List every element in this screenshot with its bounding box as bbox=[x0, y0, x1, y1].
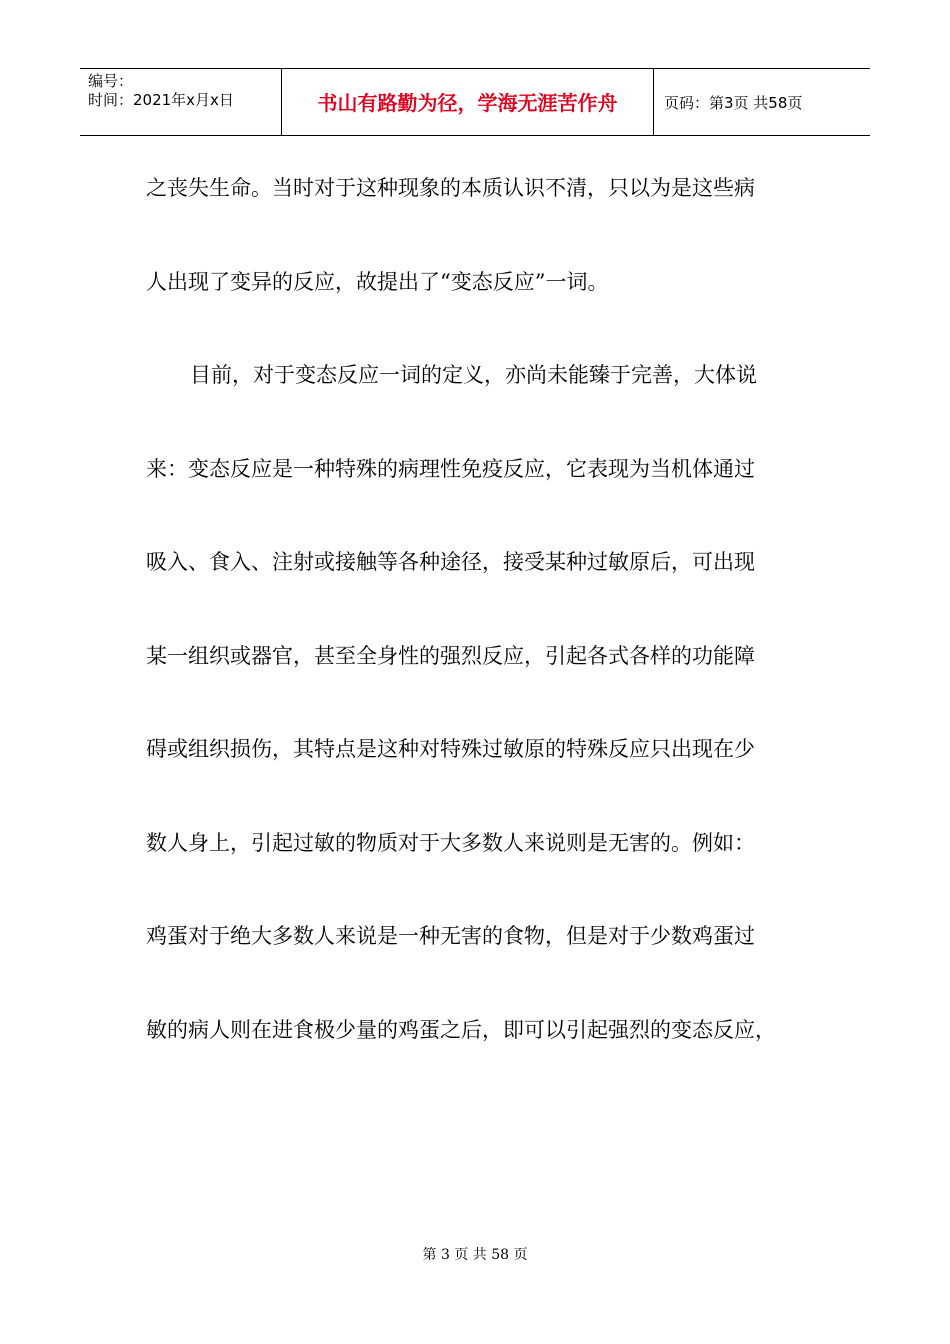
body-line: 之丧失生命。当时对于这种现象的本质认识不清，只以为是这些病 bbox=[146, 176, 755, 200]
header-page-info: 页码：第3页 共58页 bbox=[664, 94, 803, 112]
page-header bbox=[80, 68, 870, 136]
document-body bbox=[146, 160, 806, 1095]
body-line: 数人身上，引起过敏的物质对于大多数人来说则是无害的。例如： bbox=[146, 830, 755, 855]
body-line: 碍或组织损伤，其特点是这种对特殊过敏原的特殊反应只出现在少 bbox=[146, 737, 755, 761]
document-date-label: 时间：2021年x月x日 bbox=[88, 91, 234, 109]
body-line: 来：变态反应是一种特殊的病理性免疫反应，它表现为当机体通过 bbox=[146, 456, 755, 481]
header-motto: 书山有路勤为径，学海无涯苦作舟 bbox=[282, 69, 654, 135]
document-number-label: 编号： bbox=[88, 72, 134, 90]
body-line: 人出现了变异的反应，故提出了“变态反应”一词。 bbox=[146, 269, 609, 294]
body-line: 鸡蛋对于绝大多数人来说是一种无害的食物，但是对于少数鸡蛋过 bbox=[146, 924, 755, 948]
body-line: 敏的病人则在进食极少量的鸡蛋之后，即可以引起强烈的变态反应， bbox=[146, 1017, 776, 1042]
page-footer: 第 3 页 共 58 页 bbox=[422, 1247, 528, 1263]
body-line: 某一组织或器官，甚至全身性的强烈反应，引起各式各样的功能障 bbox=[146, 643, 755, 668]
header-meta-cell bbox=[80, 69, 282, 135]
body-line: 目前，对于变态反应一词的定义，亦尚未能臻于完善，大体说 bbox=[190, 363, 757, 387]
body-line: 吸入、食入、注射或接触等各种途径，接受某种过敏原后，可出现 bbox=[146, 550, 755, 574]
